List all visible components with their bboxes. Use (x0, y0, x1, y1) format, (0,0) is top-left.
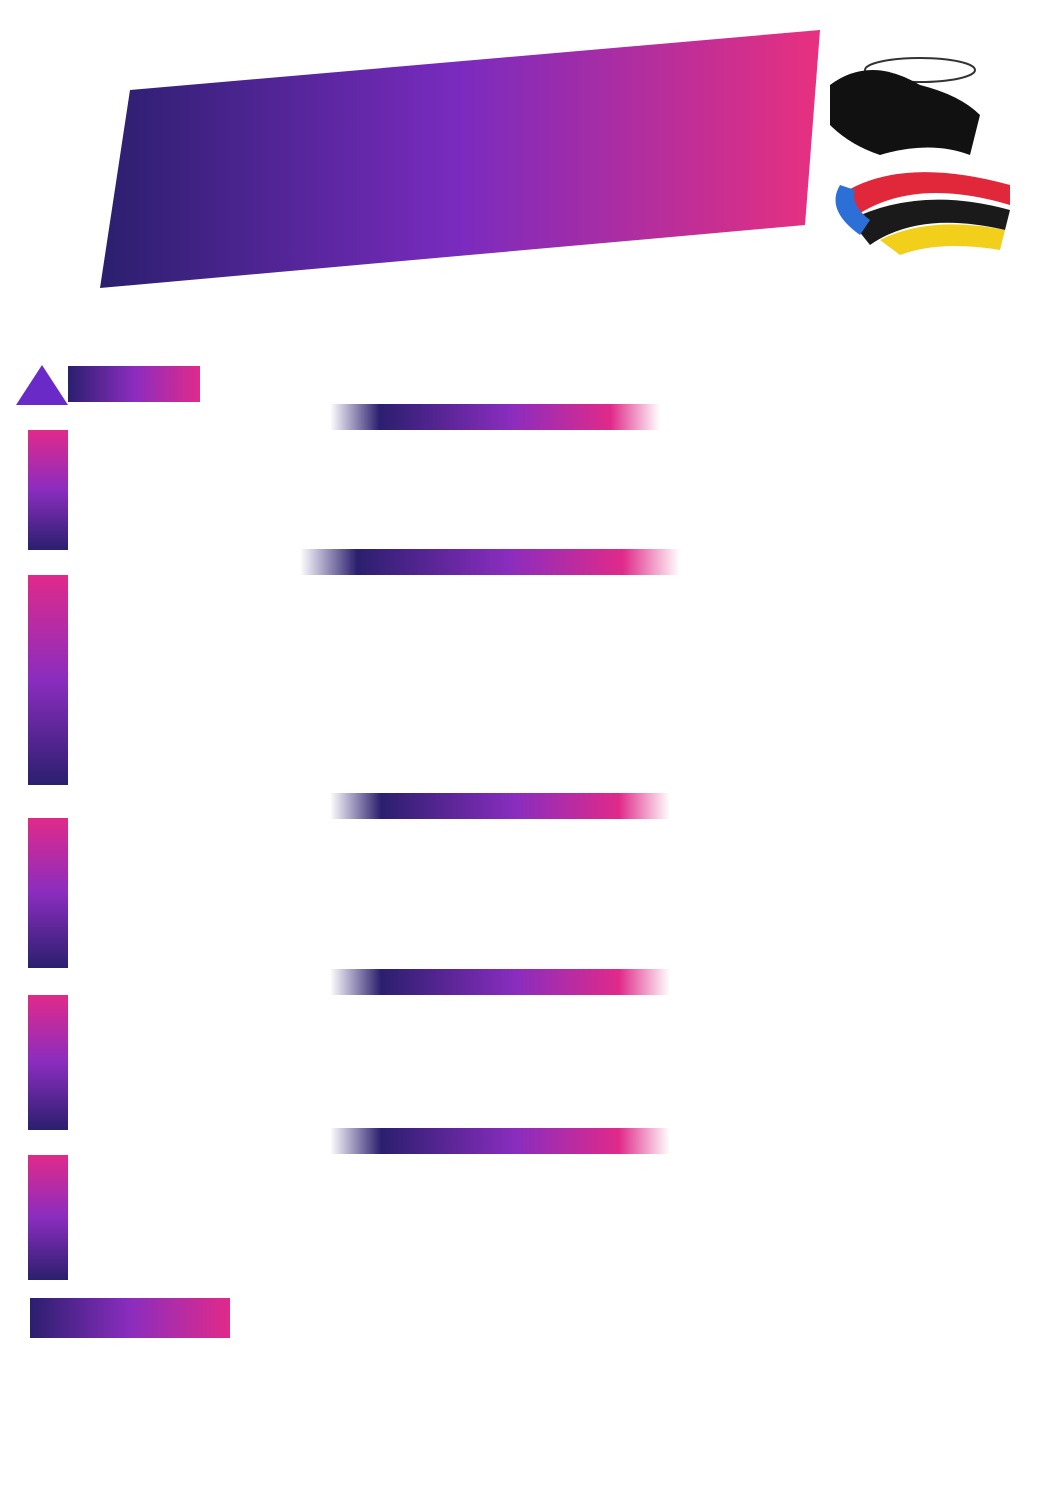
decorative-triangles-left (0, 0, 80, 360)
day-label-22 (28, 818, 68, 968)
section-header-22 (330, 793, 670, 819)
title-banner (100, 30, 820, 290)
day-label-20 (28, 430, 68, 550)
section-header-23 (330, 969, 670, 995)
section-header-24 (330, 1128, 670, 1154)
section-header-21 (300, 549, 680, 575)
day-label-23 (28, 995, 68, 1130)
day-label-21 (28, 575, 68, 785)
triangle-icon (16, 365, 68, 405)
decorative-triangles-bottom (0, 1345, 1061, 1500)
city-logo-icon (810, 45, 1020, 260)
date-badge-19 (68, 366, 200, 402)
date-badge-25 (30, 1298, 230, 1338)
day-label-24 (28, 1155, 68, 1280)
section-header-20 (330, 404, 660, 430)
